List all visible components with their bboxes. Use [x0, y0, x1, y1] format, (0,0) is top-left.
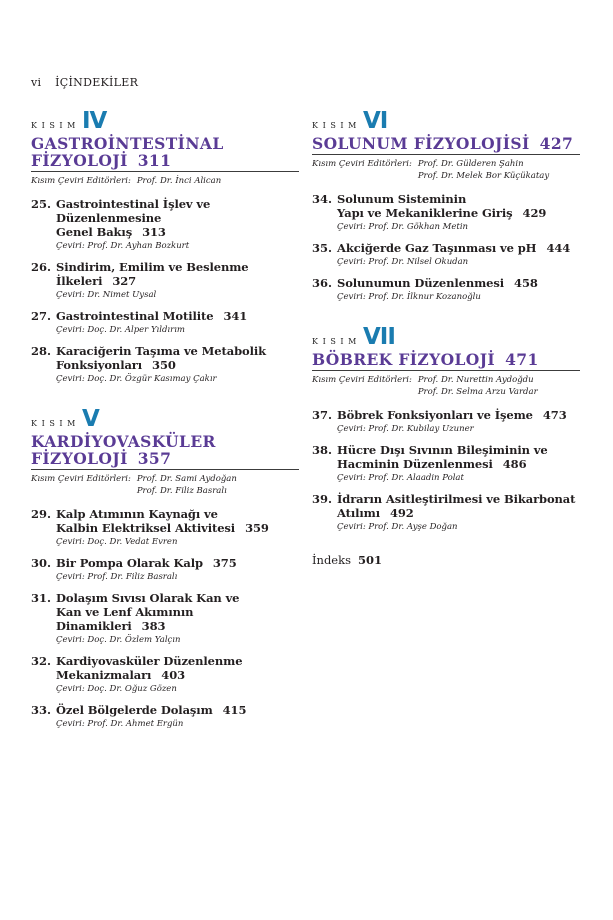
part-section [312, 323, 580, 533]
index-entry[interactable] [312, 553, 580, 567]
chapter-title [56, 260, 299, 288]
chapter-page-number: 444 [546, 241, 571, 255]
chapter-number: 25. [31, 197, 52, 211]
chapter-page-number: 383 [141, 619, 166, 633]
chapter-body [56, 654, 299, 695]
chapter-entry[interactable] [312, 443, 580, 484]
chapter-title-text: Solunum Sisteminin [337, 192, 467, 206]
chapter-page-number: 492 [389, 506, 414, 520]
chapter-title-text: Sindirim, Emilim ve Beslenme İlkeleri [56, 260, 249, 288]
part-roman-numeral: VII [362, 324, 395, 350]
chapter-entry[interactable] [31, 654, 299, 695]
editors-names [418, 374, 538, 398]
editor-name: Prof. Dr. Gülderen Şahin [417, 159, 524, 169]
chapter-title-text: Yapı ve Mekaniklerine Giriş [337, 206, 513, 220]
chapter-entry[interactable] [31, 260, 299, 301]
chapter-page-number: 327 [112, 274, 137, 288]
chapter-translator: Çeviri: Doç. Dr. Alper Yıldırım [56, 325, 185, 335]
chapter-title-line [56, 654, 299, 668]
chapter-entry[interactable] [31, 197, 299, 252]
chapter-translator: Çeviri: Prof. Dr. Filiz Basralı [56, 572, 178, 582]
chapter-page-number: 350 [152, 358, 176, 372]
chapter-translator: Çeviri: Doç. Dr. Özlem Yalçın [56, 635, 181, 645]
chapter-translator: Çeviri: Prof. Dr. Kubilay Uzuner [337, 424, 474, 434]
chapter-title-line [337, 492, 580, 506]
part-page-number: 471 [505, 350, 539, 369]
part-kisim-label: KISIM [312, 121, 361, 130]
chapter-number: 27. [31, 309, 52, 323]
part-page-number: 311 [137, 151, 172, 170]
chapter-body [337, 241, 580, 268]
chapter-page-number: 415 [222, 703, 247, 717]
part-title[interactable] [31, 135, 299, 172]
chapter-entry[interactable] [312, 276, 580, 303]
chapter-title-text: Genel Bakış [56, 225, 133, 239]
editors-names [137, 175, 221, 187]
chapter-title-line [56, 344, 299, 358]
left-column [31, 107, 299, 750]
chapter-body [337, 276, 580, 303]
chapter-title-line [337, 192, 580, 206]
editor-name: Prof. Dr. Filiz Basralı [136, 486, 227, 496]
chapter-number: 31. [31, 591, 52, 605]
chapter-title-text: Karaciğerin Taşıma ve Metabolik [56, 344, 266, 358]
chapter-page-number: 403 [161, 668, 186, 682]
chapter-entry[interactable] [312, 241, 580, 268]
chapter-title-text: Fonksiyonları [56, 358, 143, 372]
chapter-page-number: 486 [502, 457, 527, 471]
right-parts [312, 107, 580, 533]
editor-name: Prof. Dr. Selma Arzu Vardar [417, 387, 538, 397]
chapter-body [337, 192, 580, 233]
chapter-title [56, 703, 299, 717]
part-title-line [31, 152, 299, 169]
chapter-title-text: Kalbin Elektriksel Aktivitesi [56, 521, 236, 535]
chapter-title-line [56, 197, 299, 225]
part-title[interactable] [312, 135, 580, 155]
chapter-entry[interactable] [31, 344, 299, 385]
chapter-number: 28. [31, 344, 52, 358]
part-title-line [31, 135, 299, 152]
chapter-title [337, 408, 580, 422]
part-kisim-label: KISIM [312, 337, 361, 346]
chapter-body [56, 309, 299, 336]
chapter-number: 32. [31, 654, 52, 668]
editor-name: Prof. Dr. Sami Aydoğan [136, 474, 237, 484]
chapter-title [56, 197, 299, 239]
chapter-page-number: 473 [542, 408, 567, 422]
editor-name: Prof. Dr. Nurettin Aydoğdu [417, 375, 534, 385]
part-title-text: FİZYOLOJİ [31, 151, 128, 170]
chapter-title-line [56, 556, 299, 570]
part-kisim-label: KISIM [31, 419, 80, 428]
chapter-page-number: 375 [212, 556, 237, 570]
chapter-entry[interactable] [31, 591, 299, 646]
part-section [31, 405, 299, 730]
chapter-translator: Çeviri: Prof. Dr. Ayşe Doğan [337, 522, 458, 532]
editors-label: Kısım Çeviri Editörleri: [31, 474, 131, 484]
chapter-number: 34. [312, 192, 333, 206]
chapter-title-text: Mekanizmaları [56, 668, 152, 682]
chapter-title-line [337, 443, 580, 457]
chapter-title [337, 241, 580, 255]
chapter-title-text: Solunumun Düzenlenmesi [337, 276, 505, 290]
chapter-title-line [56, 521, 299, 535]
chapter-body [337, 408, 580, 435]
chapter-body [56, 703, 299, 730]
chapter-page-number: 458 [514, 276, 538, 290]
chapter-number: 29. [31, 507, 52, 521]
chapter-translator: Çeviri: Prof. Dr. Nilsel Okudan [337, 257, 469, 267]
part-title-text: GASTROİNTESTİNAL [31, 134, 224, 153]
chapter-translator: Çeviri: Doç. Dr. Özgür Kasımay Çakır [56, 374, 217, 384]
part-title-text: BÖBREK FİZYOLOJİ [312, 350, 496, 369]
chapter-title-line [337, 457, 580, 471]
chapter-title-line [56, 668, 299, 682]
part-page-number: 427 [539, 134, 574, 153]
chapter-number: 37. [312, 408, 333, 422]
part-title-line [31, 433, 299, 450]
editor-name: Prof. Dr. Melek Bor Küçükatay [417, 171, 550, 181]
chapter-translator: Çeviri: Prof. Dr. Ayhan Bozkurt [56, 241, 190, 251]
chapter-number: 36. [312, 276, 333, 290]
part-roman-numeral: IV [81, 108, 107, 134]
index-label: İndeks [312, 553, 351, 567]
part-title-line [312, 135, 580, 152]
chapter-number: 38. [312, 443, 333, 457]
chapter-title-line [337, 408, 580, 422]
chapter-page-number: 359 [245, 521, 269, 535]
chapter-title [56, 507, 299, 535]
chapter-title [56, 344, 299, 372]
chapter-translator: Çeviri: Doç. Dr. Vedat Evren [56, 537, 178, 547]
part-label [31, 405, 299, 431]
chapter-body [56, 591, 299, 646]
part-editors [31, 473, 299, 497]
chapter-title-text: Bir Pompa Olarak Kalp [56, 556, 203, 570]
chapter-entry[interactable] [312, 408, 580, 435]
chapter-title-text: Gastrointestinal İşlev ve Düzenlenmesine [56, 197, 211, 225]
chapter-entry[interactable] [31, 703, 299, 730]
chapter-title-line [56, 703, 299, 717]
chapter-title-text: Dolaşım Sıvısı Olarak Kan ve [56, 591, 240, 605]
chapter-body [56, 507, 299, 548]
chapter-entry[interactable] [312, 192, 580, 233]
chapter-title-line [56, 260, 299, 288]
chapter-number: 26. [31, 260, 52, 274]
editors-label: Kısım Çeviri Editörleri: [312, 159, 412, 169]
chapter-title-text: Kalp Atımının Kaynağı ve [56, 507, 218, 521]
chapter-page-number: 341 [223, 309, 248, 323]
part-title[interactable] [312, 351, 580, 371]
index-page: 501 [358, 553, 383, 567]
chapter-title-line [337, 506, 580, 520]
part-title-text: SOLUNUM FİZYOLOJİSİ [312, 134, 530, 153]
part-section [31, 107, 299, 385]
chapter-title-line [56, 507, 299, 521]
page-folio: vi [31, 76, 42, 89]
editor-name: Prof. Dr. İnci Alican [136, 176, 222, 186]
chapter-title-text: Gastrointestinal Motilite [56, 309, 214, 323]
chapter-entry[interactable] [31, 507, 299, 548]
chapter-title-line [337, 276, 580, 290]
part-label [31, 107, 299, 133]
chapter-page-number: 429 [522, 206, 547, 220]
chapter-title-text: İdrarın Asitleştirilmesi ve Bikarbonat [337, 492, 576, 506]
chapter-body [56, 556, 299, 583]
editors-names [137, 473, 237, 497]
chapter-translator: Çeviri: Prof. Dr. Alaadin Polat [337, 473, 464, 483]
chapter-translator: Çeviri: Prof. Dr. Gökhan Metin [337, 222, 469, 232]
editors-names [418, 158, 549, 182]
chapter-body [56, 197, 299, 252]
running-head [31, 76, 138, 89]
chapter-translator: Çeviri: Prof. Dr. İlknur Kozanoğlu [337, 292, 481, 302]
part-editors [31, 175, 299, 187]
chapter-title [337, 276, 580, 290]
part-title-text: KARDİYOVASKÜLER [31, 432, 216, 451]
chapter-title-line [56, 591, 299, 605]
part-section [312, 107, 580, 303]
part-title-text: FİZYOLOJİ [31, 449, 128, 468]
chapter-title [56, 591, 299, 633]
chapter-title-text: Kardiyovasküler Düzenlenme [56, 654, 243, 668]
chapter-title-text: Akciğerde Gaz Taşınması ve pH [337, 241, 537, 255]
chapter-title [56, 556, 299, 570]
chapter-title-line [337, 241, 580, 255]
chapter-body [56, 344, 299, 385]
right-column [312, 107, 580, 567]
chapter-body [337, 492, 580, 533]
part-page-number: 357 [137, 449, 172, 468]
part-kisim-label: KISIM [31, 121, 80, 130]
part-label [312, 107, 580, 133]
part-title-line [31, 450, 299, 467]
chapter-translator: Çeviri: Dr. Nimet Uysal [56, 290, 157, 300]
chapter-body [56, 260, 299, 301]
part-label [312, 323, 580, 349]
chapter-title-text: Hücre Dışı Sıvının Bileşiminin ve [337, 443, 548, 457]
part-editors [312, 158, 580, 182]
chapter-number: 30. [31, 556, 52, 570]
part-title-line [312, 351, 580, 368]
editors-label: Kısım Çeviri Editörleri: [31, 176, 131, 186]
running-head-title: İÇİNDEKİLER [55, 76, 139, 89]
chapter-entry[interactable] [312, 492, 580, 533]
part-editors [312, 374, 580, 398]
chapter-title-line [56, 309, 299, 323]
chapter-entry[interactable] [31, 556, 299, 583]
chapter-title-line [337, 206, 580, 220]
chapter-entry[interactable] [31, 309, 299, 336]
part-roman-numeral: VI [362, 108, 388, 134]
chapter-number: 39. [312, 492, 333, 506]
chapter-title-text: Hacminin Düzenlenmesi [337, 457, 493, 471]
part-roman-numeral: V [81, 406, 99, 432]
chapter-title [56, 654, 299, 682]
part-title[interactable] [31, 433, 299, 470]
chapter-title-text: Özel Bölgelerde Dolaşım [56, 703, 213, 717]
chapter-number: 35. [312, 241, 333, 255]
chapter-number: 33. [31, 703, 52, 717]
editors-label: Kısım Çeviri Editörleri: [312, 375, 412, 385]
chapter-title-text: Kan ve Lenf Akımının Dinamikleri [56, 605, 194, 633]
chapter-page-number: 313 [142, 225, 166, 239]
chapter-title-line [56, 358, 299, 372]
chapter-title-text: Böbrek Fonksiyonları ve İşeme [337, 408, 533, 422]
chapter-title [337, 443, 580, 471]
chapter-title-text: Atılımı [337, 506, 380, 520]
chapter-body [337, 443, 580, 484]
chapter-title [337, 492, 580, 520]
chapter-translator: Çeviri: Doç. Dr. Oğuz Gözen [56, 684, 177, 694]
chapter-title-line [56, 605, 299, 633]
chapter-title-line [56, 225, 299, 239]
chapter-title [56, 309, 299, 323]
chapter-title [337, 192, 580, 220]
chapter-translator: Çeviri: Prof. Dr. Ahmet Ergün [56, 719, 184, 729]
